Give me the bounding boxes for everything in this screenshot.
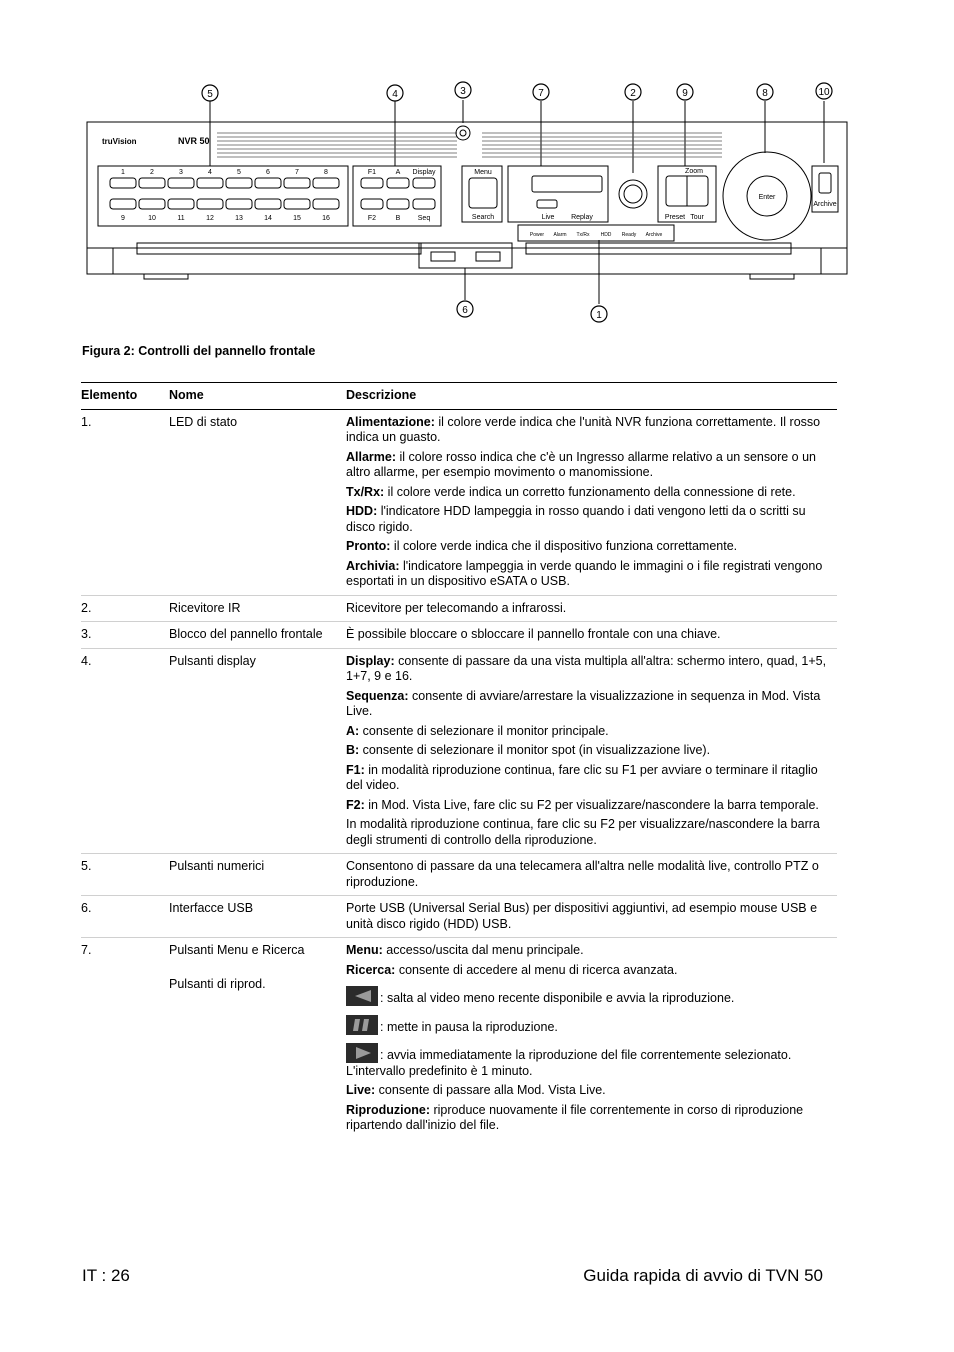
svg-text:Enter: Enter xyxy=(758,194,776,201)
svg-text:Seq: Seq xyxy=(417,215,431,222)
brand-logo: truVision xyxy=(102,137,137,146)
svg-text:6: 6 xyxy=(266,169,270,176)
svg-text:Ready: Ready xyxy=(621,232,637,238)
table-row xyxy=(81,648,837,854)
svg-text:10: 10 xyxy=(148,215,156,222)
row-description: È possibile bloccare o sbloccare il pannello frontale con una chiave. xyxy=(346,622,837,649)
svg-text:Zoom: Zoom xyxy=(685,168,703,175)
svg-text:15: 15 xyxy=(293,215,301,222)
svg-text:Display: Display xyxy=(412,169,436,176)
callout-9: 9 xyxy=(682,88,688,99)
table-header-row xyxy=(81,383,837,410)
svg-text:8: 8 xyxy=(324,169,328,176)
svg-text:Tx/Rx: Tx/Rx xyxy=(576,232,590,238)
svg-text:Search: Search xyxy=(471,214,495,221)
svg-text:13: 13 xyxy=(235,215,243,222)
svg-text:2: 2 xyxy=(150,169,154,176)
callout-2: 2 xyxy=(630,88,636,99)
figure-caption: Figura 2: Controlli del pannello frontale xyxy=(82,344,316,358)
svg-text:Tour: Tour xyxy=(690,214,704,221)
svg-text:Alarm: Alarm xyxy=(553,232,567,238)
row-name: Ricevitore IR xyxy=(169,595,346,622)
pause-icon xyxy=(346,1015,378,1035)
svg-text:7: 7 xyxy=(295,169,299,176)
row-number: 6. xyxy=(81,896,169,938)
table-row xyxy=(81,938,837,1139)
row-name: Pulsanti numerici xyxy=(169,854,346,896)
table-row xyxy=(81,409,837,595)
row-number: 5. xyxy=(81,854,169,896)
rewind-icon xyxy=(346,986,378,1006)
svg-text:16: 16 xyxy=(322,215,330,222)
svg-text:11: 11 xyxy=(177,215,185,222)
row-name-menu: Pulsanti Menu e Ricerca xyxy=(169,943,305,957)
callout-8: 8 xyxy=(762,88,768,99)
svg-text:Archive: Archive xyxy=(813,201,837,208)
row-description: Porte USB (Universal Serial Bus) per dispositivi aggiuntivi, ad esempio mouse USB e unità disco rigido (HDD) USB. xyxy=(346,896,837,938)
svg-text:A: A xyxy=(395,169,401,176)
svg-text:F2: F2 xyxy=(367,215,377,222)
row-description: Menu: accesso/uscita dal menu principale. Ricerca: consente di accedere al menu di ricerca avanzata. : salta al video meno recente disponibile e avvia la riproduzione. : mette in pausa la riproduzione. : avvia immediatamente la riproduzione del file correntemente selezionato. L'intervallo predefinito è 1 minuto. Live: consente di passare alla Mod. Vista Live. Riproduzione: riproduce nuovamente il file correntemente in corso di riproduzione ripartendo dall'inizio del file. xyxy=(346,943,804,1132)
header-elemento: Elemento xyxy=(81,383,169,410)
row-name: Blocco del pannello frontale xyxy=(169,622,346,649)
callout-7: 7 xyxy=(538,88,544,99)
svg-text:Replay: Replay xyxy=(571,214,593,221)
document-title: Guida rapida di avvio di TVN 50 xyxy=(583,1266,823,1285)
row-name xyxy=(169,938,346,1139)
svg-text:3: 3 xyxy=(179,169,183,176)
controls-table xyxy=(81,382,837,1139)
row-number: 2. xyxy=(81,595,169,622)
svg-text:1: 1 xyxy=(121,169,125,176)
callout-3: 3 xyxy=(460,86,466,97)
callout-6: 6 xyxy=(462,305,468,316)
svg-text:Archive: Archive xyxy=(645,232,663,238)
row-name-playback: Pulsanti di riprod. xyxy=(169,976,266,991)
svg-text:9: 9 xyxy=(121,215,125,222)
callout-5: 5 xyxy=(207,89,213,100)
page-number: IT : 26 xyxy=(82,1266,130,1285)
svg-text:Power: Power xyxy=(529,232,545,238)
svg-text:HDD: HDD xyxy=(600,232,612,238)
row-number: 3. xyxy=(81,622,169,649)
front-panel-figure xyxy=(82,78,850,324)
callout-10: 10 xyxy=(818,87,830,98)
row-name: LED di stato xyxy=(169,409,346,595)
row-name: Interfacce USB xyxy=(169,896,346,938)
svg-text:F1: F1 xyxy=(367,169,377,176)
row-name: Pulsanti display xyxy=(169,648,346,854)
svg-text:12: 12 xyxy=(206,215,214,222)
table-row xyxy=(81,622,837,649)
row-number: 4. xyxy=(81,648,169,854)
table-row xyxy=(81,854,837,896)
svg-text:Live: Live xyxy=(541,214,555,221)
header-nome: Nome xyxy=(169,383,346,410)
svg-text:B: B xyxy=(395,215,401,222)
table-row xyxy=(81,595,837,622)
play-icon xyxy=(346,1043,378,1063)
row-number: 1. xyxy=(81,409,169,595)
callout-4: 4 xyxy=(392,89,398,100)
callout-1: 1 xyxy=(596,310,602,321)
table-row xyxy=(81,896,837,938)
callout-markers xyxy=(202,82,832,322)
svg-text:Preset: Preset xyxy=(664,214,686,221)
svg-text:Menu: Menu xyxy=(474,169,492,176)
row-description: Display: consente di passare da una vista multipla all'altra: schermo intero, quad, 1+5, 1+7, 9 e 16. Sequenza: consente di avviare/arrestare la visualizzazione in sequenza in Mod. Vista Live. A: consente di selezionare il monitor principale. B: consente di selezionare il monitor spot (in visualizzazione live). F1: in modalità riproduzione continua, fare clic su F1 per avviare o terminare il ritaglio del video. F2: in Mod. Vista Live, fare clic su F2 per visualizzare/nascondere la barra temporale. In modalità riproduzione continua, fare clic su F2 per visualizzare/nascondere la barra degli strumenti di controllo della riproduzione. xyxy=(346,648,837,854)
header-descrizione: Descrizione xyxy=(346,383,837,410)
svg-text:14: 14 xyxy=(264,215,272,222)
row-description: Ricevitore per telecomando a infrarossi. xyxy=(346,595,837,622)
row-description: Consentono di passare da una telecamera all'altra nelle modalità live, controllo PTZ o riproduzione. xyxy=(346,854,837,896)
model-label: NVR 50 xyxy=(178,136,210,146)
row-number: 7. xyxy=(81,943,92,957)
row-description: Alimentazione: il colore verde indica che l'unità NVR funziona correttamente. Il rosso indica un guasto. Allarme: il colore rosso indica che c'è un Ingresso allarme relativo a un sensore o un altro allarme, per esempio movimento o manomissione. Tx/Rx: il colore verde indica un corretto funzionamento della connessione di rete. HDD: l'indicatore HDD lampeggia in rosso quando i dati vengono letti da o scritti su disco rigido. Pronto: il colore verde indica che il dispositivo funziona correttamente. Archivia: l'indicatore lampeggia in verde quando le immagini o i file registrati vengono esportati in un dispositivo eSATA o USB. xyxy=(346,409,837,595)
svg-text:5: 5 xyxy=(237,169,241,176)
svg-text:4: 4 xyxy=(208,169,212,176)
